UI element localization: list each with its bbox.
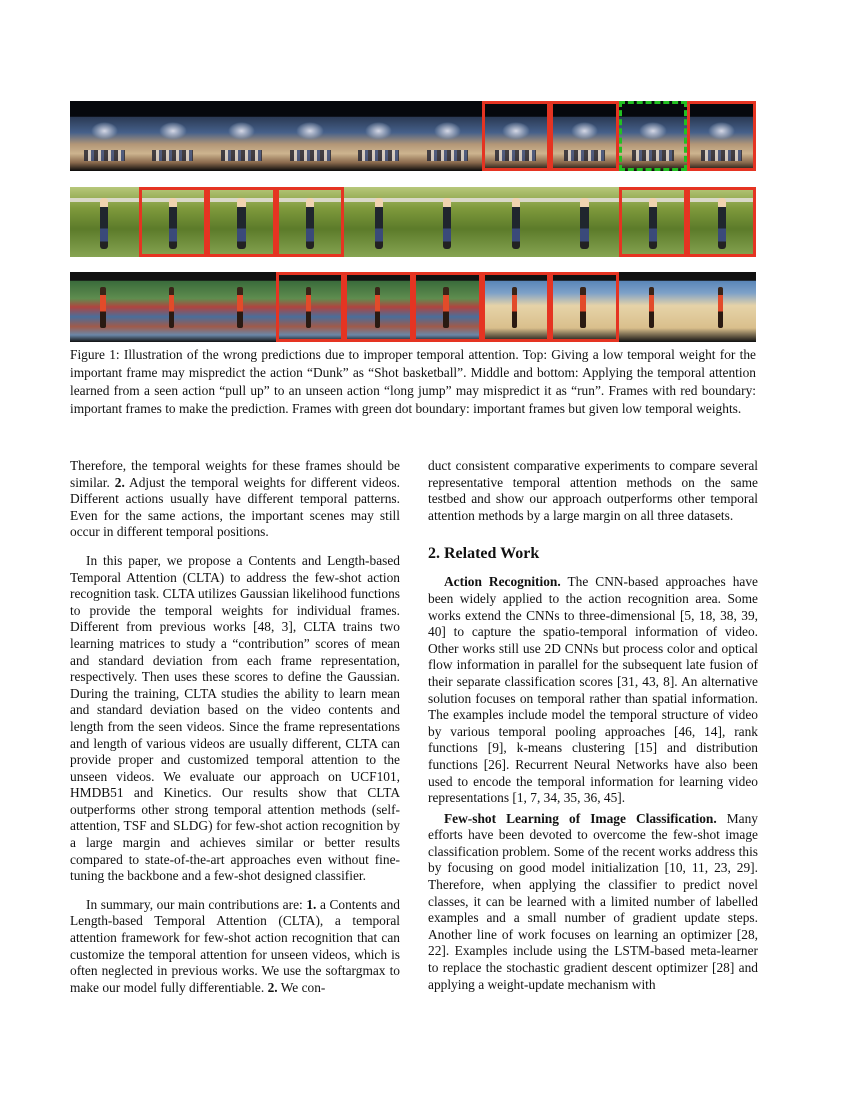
video-frame	[70, 187, 139, 257]
video-frame-important	[687, 187, 756, 257]
video-frame-important	[276, 272, 345, 342]
paragraph: In this paper, we propose a Contents and Length-based Temporal Attention (CLTA) to address the few-shot action recognition task. CLTA utilizes Gaussian likelihood functions to provide the temporal weights for individual frames. Different from previous works [48, 3], CLTA trains two learning matrices to study a “contribution” scores of mean and standard deviation from each frame representation, respectively. Then uses these scores to define the Gaussian. During the training, CLTA studies the ability to learn mean and standard deviation based on the video contents and length from the seen videos. Since the frame representations and length of various videos are usually different, CLTA can provide proper and customized temporal attention to the unseen videos. We evaluate our approach on UCF101, HMDB51 and Kinetics. Our results show that CLTA outperforms other strong temporal attention methods (self-attention, TSF and SLDG) for few-shot action recognition by a large margin and achieves similar or better results compared to state-of-the-art approaches even without fine-tuning the backbone and a few-shot designed classifier.	[70, 552, 400, 884]
text: In summary, our main contributions are:	[86, 896, 307, 912]
text-bold: 2.	[267, 979, 278, 995]
video-frame	[207, 101, 276, 171]
video-frame	[687, 272, 756, 342]
text: Adjust the temporal weights for different videos. Different actions usually have different temporal patterns. Even for the same actions, the important scenes may still occur in different temporal positions.	[70, 474, 400, 540]
video-frame-important	[550, 101, 619, 171]
video-frame	[139, 101, 208, 171]
section-heading: 2. Related Work	[428, 545, 540, 563]
paragraph	[428, 574, 758, 806]
paragraph	[70, 458, 400, 541]
text: The CNN-based approaches have been widely applied to the action recognition area. Some works extend the CNNs to three-dimensional [5, 18, 38, 39, 40] to capture the spatio-temporal information of video. Other works still use 2D CNNs but process color and optical flow information in parallel for the subsequent late fusion of their separate classification scores [31, 43, 8]. An alternative solution focuses on temporal rather than spatial information. The examples include model the temporal structure of video by various temporal pooling approaches [46, 14], rank functions [9], k-means clustering [15] and distribution functions [26]. Recurrent Neural Networks have also been used to encode the temporal information for learning video representations [1, 7, 34, 35, 36, 45].	[428, 574, 758, 806]
left-column	[70, 458, 400, 996]
text: We con-	[277, 979, 326, 995]
text-bold: 2.	[114, 474, 125, 490]
video-frame	[207, 272, 276, 342]
paragraph-title: Action Recognition.	[444, 574, 561, 590]
paragraph-title: Few-shot Learning of Image Classification.	[444, 810, 717, 826]
text: Therefore, the temporal weights for these frames should be similar.	[70, 458, 400, 490]
video-frame-important	[482, 272, 551, 342]
video-frame	[139, 272, 208, 342]
paragraph: duct consistent comparative experiments to compare several representative temporal attention methods on the same testbed and show our approach outperforms other temporal attention methods by a large margin on all three datasets.	[428, 458, 758, 523]
video-frame	[70, 101, 139, 171]
paragraph	[70, 897, 400, 997]
video-frame	[482, 187, 551, 257]
video-frame	[344, 187, 413, 257]
video-frame-important	[482, 101, 551, 171]
video-frame	[413, 187, 482, 257]
video-frame-important	[207, 187, 276, 257]
video-frame-important	[550, 272, 619, 342]
video-frame	[70, 272, 139, 342]
video-frame	[550, 187, 619, 257]
text: a Contents and Length-based Temporal Attention (CLTA), a temporal attention framework for few-shot action recognition that can customize the temporal attention for unseen videos, which is often neglected in previous works. We use the softargmax to make our model fully differentiable.	[70, 896, 400, 995]
paragraph	[428, 811, 758, 994]
video-frame-important	[139, 187, 208, 257]
text: Many efforts have been devoted to overcome the few-shot image classification problem. Some of the recent works address this by focusing on good model initialization [10, 11, 23, 29]. Therefore, when applying the classifier to predict novel classes, it can be learned with a limited number of labelled examples and a small number of gradient update steps. Another line of work focuses on learning an optimizer [28, 22]. Examples include using the LSTM-based meta-learner to replace the stochastic gradient descent optimizer [28] and applying a weight-update mechanism with	[428, 810, 759, 992]
video-frame-important	[687, 101, 756, 171]
video-frame-important	[619, 187, 688, 257]
text-bold: 1.	[306, 896, 317, 912]
figure-strip-dunk	[70, 101, 756, 171]
video-frame	[413, 101, 482, 171]
figure-strip-pull-up	[70, 187, 756, 257]
figure-label: Figure 1:	[70, 347, 120, 362]
video-frame	[344, 101, 413, 171]
video-frame	[619, 272, 688, 342]
video-frame-important	[413, 272, 482, 342]
video-frame-important	[344, 272, 413, 342]
figure-caption-text: Illustration of the wrong predictions due to improper temporal attention. Top: Giving a low temporal weight for the important frame may mispredict the action “Dunk” as “Shot basketball”. Middle and bottom: Applying the temporal attention learned from a seen action “pull up” to an unseen action “long jump” may mispredict it as “run”. Frames with red boundary: important frames to make the prediction. Frames with green dot boundary: important frames but given low temporal weights.	[70, 347, 756, 416]
video-frame	[276, 101, 345, 171]
video-frame-low-weight	[619, 101, 688, 171]
figure-caption	[70, 346, 756, 418]
video-frame-important	[276, 187, 345, 257]
right-column	[428, 458, 758, 993]
figure-strip-long-jump	[70, 272, 756, 342]
